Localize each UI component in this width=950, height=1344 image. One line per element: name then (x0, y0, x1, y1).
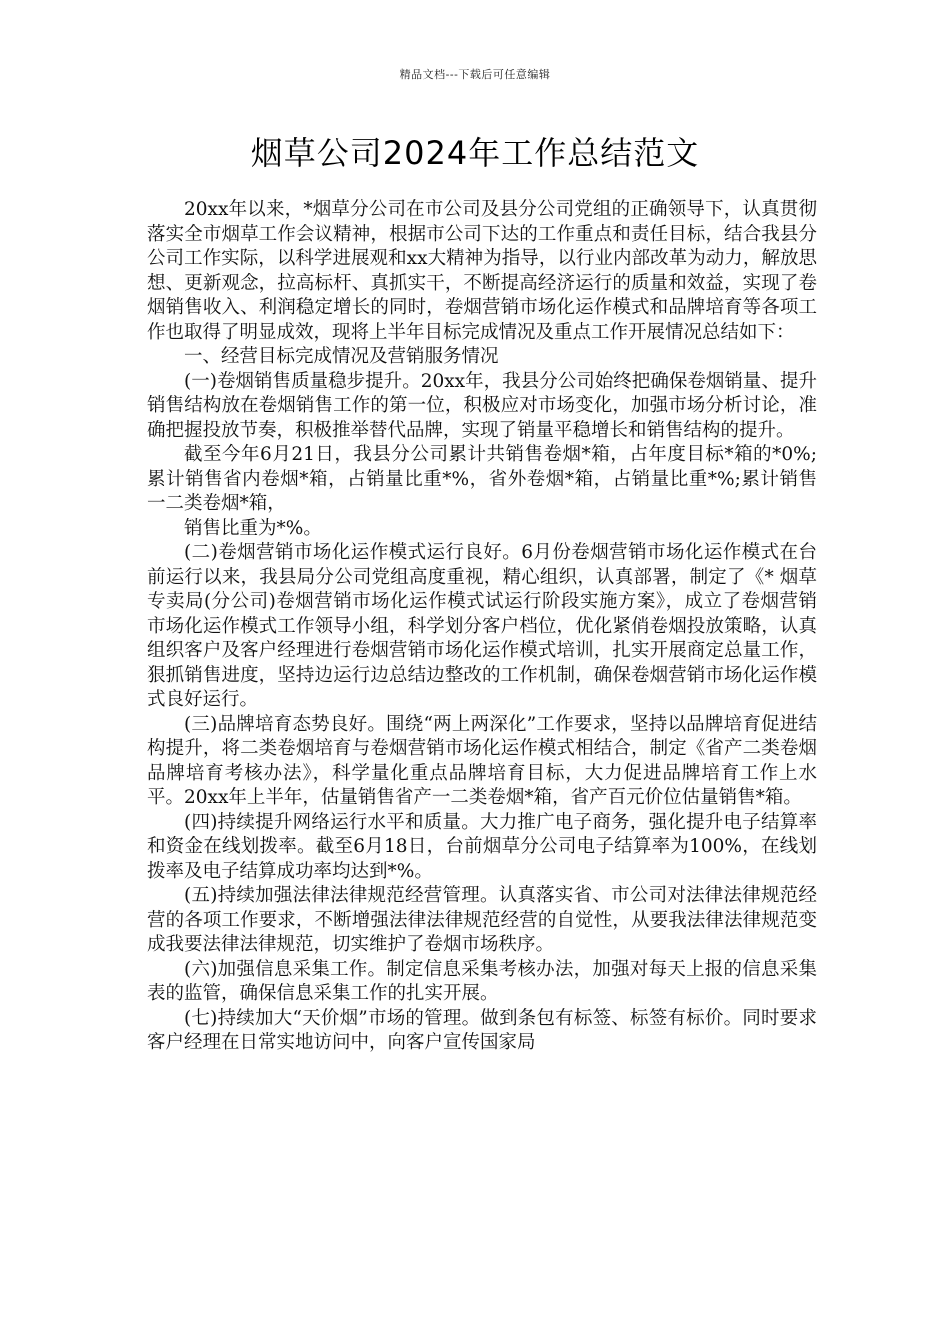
paragraph-item-2: (二)卷烟营销市场化运作模式运行良好。6月份卷烟营销市场化运作模式在台前运行以来，我县局分公司党组高度重视，精心组织，认真部署，制定了《* 烟草专卖局(分公司)卷烟营销市场化运作模式试运行阶段实施方案》，成立了卷烟营销市场化运作模式工作领导小组，科学划分客户档位，优化紧俏卷烟投放策略，认真组织客户及客户经理进行卷烟营销市场化运作模式培训，扎实开展商定总量工作，狠抓销售进度，坚持边运行边总结边整改的工作机制，确保卷烟营销市场化运作模式良好运行。 (147, 542, 817, 710)
document-title: 烟草公司2024年工作总结范文 (250, 134, 700, 172)
paragraph-item-5: (五)持续加强法律法律规范经营管理。认真落实省、市公司对法律法律规范经营的各项工作要求，不断增强法律法律规范经营的自觉性，从要我法律法律规范变成我要法律法律规范，切实维护了卷烟市场秩序。 (147, 885, 817, 955)
paragraph-sales-ratio: 销售比重为*%。 (184, 517, 322, 539)
header-note: 精品文档---下载后可任意编辑 (399, 68, 551, 81)
section-heading: 一、经营目标完成情况及营销服务情况 (184, 346, 499, 367)
paragraph-item-6: (六)加强信息采集工作。制定信息采集考核办法，加强对每天上报的信息采集表的监管，确保信息采集工作的扎实开展。 (147, 958, 817, 1004)
paragraph-item-3: (三)品牌培育态势良好。围绕“两上两深化”工作要求，坚持以品牌培育促进结构提升，将二类卷烟培育与卷烟营销市场化运作模式相结合，制定《省产二类卷烟品牌培育考核办法》，科学量化重点品牌培育目标，大力促进品牌培育工作上水平。20xx年上半年，估量销售省产一二类卷烟*箱，省产百元价位估量销售*箱。 (147, 713, 817, 808)
paragraph-item-1: (一)卷烟销售质量稳步提升。20xx年，我县分公司始终把确保卷烟销量、提升销售结构放在卷烟销售工作的第一位，积极应对市场变化，加强市场分析讨论，准确把握投放节奏，积极推举替代品牌，实现了销量平稳增长和销售结构的提升。 (147, 370, 817, 441)
document-body (147, 198, 817, 1056)
paragraph-item-7: (七)持续加大“天价烟”市场的管理。做到条包有标签、标签有标价。同时要求客户经理在日常实地访问中，向客户宣传国家局 (147, 1007, 817, 1053)
paragraph-sales-stats: 截至今年6月21日，我县分公司累计共销售卷烟*箱，占年度目标*箱的*0%;累计销售省内卷烟*箱，占销量比重*%，省外卷烟*箱，占销量比重*%;累计销售一二类卷烟*箱， (147, 444, 817, 514)
paragraph-item-4: (四)持续提升网络运行水平和质量。大力推广电子商务，强化提升电子结算率和资金在线划拨率。截至6月18日，台前烟草分公司电子结算率为100%，在线划拨率及电子结算成功率均达到*%。 (147, 811, 817, 882)
paragraph-intro: 20xx年以来，*烟草分公司在市公司及县分公司党组的正确领导下，认真贯彻落实全市烟草工作会议精神，根据市公司下达的工作重点和责任目标，结合我县分公司工作实际，以科学进展观和xx大精神为指导，以行业内部改革为动力，解放思想、更新观念，拉高标杆、真抓实干，不断提高经济运行的质量和效益，实现了卷烟销售收入、利润稳定增长的同时，卷烟营销市场化运作模式和品牌培育等各项工作也取得了明显成效，现将上半年目标完成情况及重点工作开展情况总结如下： (147, 199, 817, 343)
